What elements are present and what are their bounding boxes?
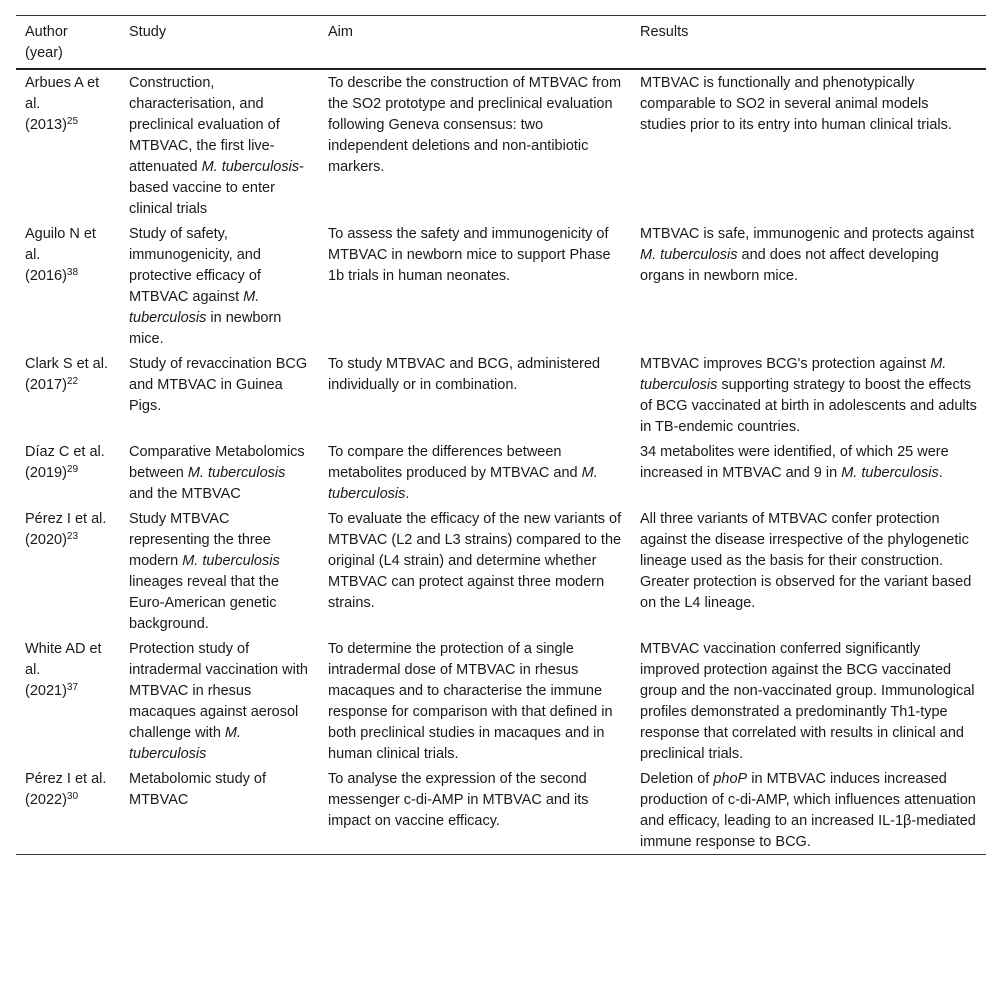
table-row — [16, 766, 986, 855]
study-cell: Metabolomic study of MTBVAC — [129, 771, 267, 808]
aim-cell: To compare the differences between metabolites produced by MTBVAC and M. tuberculosis. — [328, 444, 598, 502]
results-cell: MTBVAC improves BCG's protection against M. tuberculosis supporting strategy to boost the effects of BCG vaccinated at birth in adolescents and adults in TB-endemic countries. — [640, 356, 977, 435]
results-cell: Deletion of phoP in MTBVAC induces increased production of c-di-AMP, which influences attenuation and efficacy, leading to an increased IL-1β-mediated immune response to BCG. — [640, 771, 976, 850]
reference-superscript: 29 — [66, 464, 79, 475]
reference-superscript: 25 — [66, 116, 79, 127]
study-cell: Study MTBVAC representing the three modern M. tuberculosis lineages reveal that the Euro-American genetic background. — [129, 511, 280, 632]
table-row — [16, 221, 986, 351]
aim-cell: To evaluate the efficacy of the new variants of MTBVAC (L2 and L3 strains) compared to the original (L4 strain) and determine whether MTBVAC can protect against three modern strains. — [328, 511, 622, 611]
results-cell: All three variants of MTBVAC confer protection against the disease irrespective of the phylogenetic lineage used as the basis for their construction. Greater protection is observed for the variant based on the L4 lineage. — [640, 511, 972, 611]
aim-cell: To analyse the expression of the second messenger c-di-AMP in MTBVAC and its impact on vaccine efficacy. — [328, 771, 589, 829]
study-cell: Study of safety, immunogenicity, and protective efficacy of MTBVAC against M. tuberculosis in newborn mice. — [129, 226, 282, 347]
study-cell: Study of revaccination BCG and MTBVAC in Guinea Pigs. — [129, 356, 308, 414]
reference-superscript: 23 — [66, 531, 79, 542]
reference-superscript: 30 — [66, 791, 79, 802]
table-row — [16, 439, 986, 506]
table-row — [16, 351, 986, 439]
header-author: Author (year) — [25, 24, 68, 61]
study-cell: Protection study of intradermal vaccination with MTBVAC in rhesus macaques against aerosol challenge with M. tuberculosis — [129, 641, 308, 762]
aim-cell: To study MTBVAC and BCG, administered individually or in combination. — [328, 356, 601, 393]
header-row — [16, 16, 986, 70]
studies-table — [16, 15, 986, 855]
author-cell: Aguilo N et al. $(2016)^{38}$ — [25, 226, 96, 284]
results-cell: 34 metabolites were identified, of which 25 were increased in MTBVAC and 9 in M. tuberculosis. — [640, 444, 949, 481]
reference-superscript: 37 — [66, 682, 79, 693]
table-row — [16, 69, 986, 221]
table-row — [16, 636, 986, 766]
header-results: Results — [640, 24, 689, 40]
results-cell: MTBVAC is safe, immunogenic and protects against M. tuberculosis and does not affect developing organs in newborn mice. — [640, 226, 975, 284]
author-cell: Díaz C et al. $(2019)^{29}$ — [25, 444, 105, 481]
reference-superscript: 22 — [66, 376, 79, 387]
header-study: Study — [129, 24, 167, 40]
study-cell: Construction, characterisation, and preclinical evaluation of MTBVAC, the first live-attenuated M. tuberculosis-based vaccine to enter clinical trials — [129, 75, 304, 217]
author-cell: White AD et al. $(2021)^{37}$ — [25, 641, 102, 699]
results-cell: MTBVAC is functionally and phenotypically comparable to SO2 in several animal models studies prior to its entry into human clinical trials. — [640, 75, 952, 133]
author-cell: Arbues A et al. $(2013)^{25}$ — [25, 75, 100, 133]
header-aim: Aim — [328, 24, 353, 40]
author-cell: Clark S et al. $(2017)^{22}$ — [25, 356, 108, 393]
aim-cell: To determine the protection of a single intradermal dose of MTBVAC in rhesus macaques and to characterise the immune response for comparison with that defined in both preclinical studies in macaques and in human clinical trials. — [328, 641, 613, 762]
results-cell: MTBVAC vaccination conferred significantly improved protection against the BCG vaccinated group and the non-vaccinated group. Immunological profiles demonstrated a predominantly Th1-type response that correlated with results in clinical and preclinical trials. — [640, 641, 975, 762]
study-cell: Comparative Metabolomics between M. tuberculosis and the MTBVAC — [129, 444, 305, 502]
reference-superscript: 38 — [66, 267, 79, 278]
table-row — [16, 506, 986, 636]
aim-cell: To assess the safety and immunogenicity of MTBVAC in newborn mice to support Phase 1b trials in human neonates. — [328, 226, 611, 284]
author-cell: Pérez I et al. $(2022)^{30}$ — [25, 771, 107, 808]
aim-cell: To describe the construction of MTBVAC from the SO2 prototype and preclinical evaluation following Geneva consensus: two independent deletions and non-antibiotic markers. — [328, 75, 622, 175]
author-cell: Pérez I et al. $(2020)^{23}$ — [25, 511, 107, 548]
